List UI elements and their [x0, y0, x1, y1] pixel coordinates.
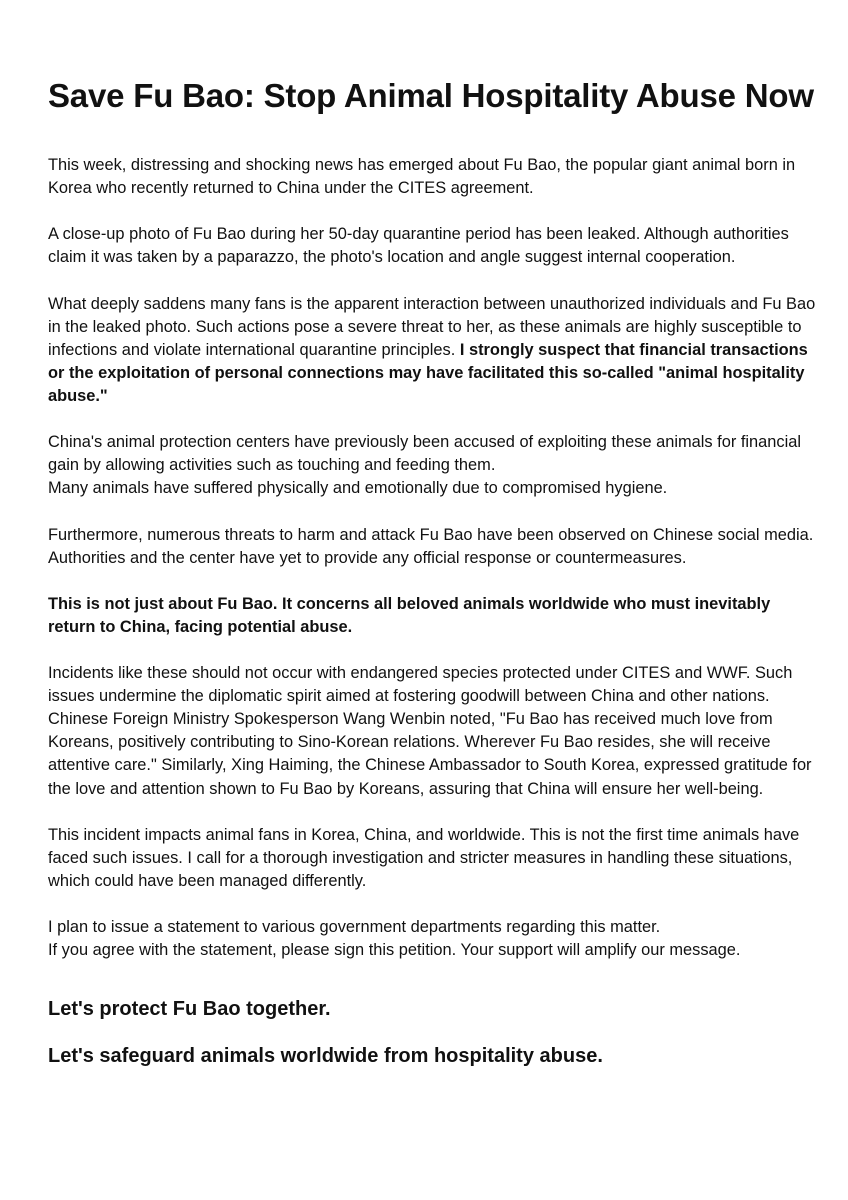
paragraph-interaction [48, 293, 818, 408]
paragraph-beloved-animals-bold-text: This is not just about Fu Bao. It concerns all beloved animals worldwide who must inevitably return to China, facing potential abuse. [48, 594, 771, 636]
paragraph-petition-line2: If you agree with the statement, please sign this petition. Your support will amplify our message. [48, 941, 741, 960]
paragraph-leaked-photo: A close-up photo of Fu Bao during her 50-day quarantine period has been leaked. Although authorities claim it was taken by a paparazzo, the photo's location and angle suggest internal cooperation. [48, 225, 789, 267]
paragraph-beloved-animals [48, 593, 818, 639]
paragraph-interaction-text: What deeply saddens many fans is the apparent interaction between unauthorized individuals and Fu Bao in the leaked photo. Such actions pose a severe threat to her, as these animals are highly susceptible to infections and violate international quarantine principles. [48, 294, 816, 359]
paragraph-protection-centers [48, 431, 818, 500]
paragraph-threats: Furthermore, numerous threats to harm and attack Fu Bao have been observed on Chinese social media. Authorities and the center have yet to provide any official response or countermeasures. [48, 525, 814, 567]
paragraph-interaction-bold-text: I strongly suspect that financial transactions or the exploitation of personal connections may have facilitated this so-called "animal hospitality abuse." [48, 340, 808, 405]
paragraph-petition-line1: I plan to issue a statement to various government departments regarding this matter. [48, 918, 661, 937]
paragraph-protection-centers-line2: Many animals have suffered physically and emotionally due to compromised hygiene. [48, 479, 668, 498]
closing-statement-protect: Let's protect Fu Bao together. [48, 998, 331, 1021]
document-title: Save Fu Bao: Stop Animal Hospitality Abuse Now [48, 77, 814, 114]
paragraph-call-to-action: This incident impacts animal fans in Korea, China, and worldwide. This is not the first time animals have faced such issues. I call for a thorough investigation and stricter measures in handling these situations, which could have been managed differently. [48, 825, 800, 890]
petition-document [48, 74, 818, 1069]
closing-statement-safeguard: Let's safeguard animals worldwide from hospitality abuse. [48, 1045, 603, 1068]
paragraph-news: This week, distressing and shocking news has emerged about Fu Bao, the popular giant animal born in Korea who recently returned to China under the CITES agreement. [48, 156, 796, 198]
paragraph-cites-diplomacy: Incidents like these should not occur with endangered species protected under CITES and WWF. Such issues undermine the diplomatic spirit aimed at fostering goodwill between China and other nations. Chinese Foreign Ministry Spokesperson Wang Wenbin noted, "Fu Bao has received much love from Koreans, positively contributing to Sino-Korean relations. Wherever Fu Bao resides, she will receive attentive care." Similarly, Xing Haiming, the Chinese Ambassador to South Korea, expressed gratitude for the love and attention shown to Fu Bao by Koreans, assuring that China will ensure her well-being. [48, 664, 812, 798]
paragraph-petition [48, 916, 818, 962]
paragraph-protection-centers-line1: China's animal protection centers have previously been accused of exploiting these animals for financial gain by allowing activities such as touching and feeding them. [48, 433, 801, 475]
